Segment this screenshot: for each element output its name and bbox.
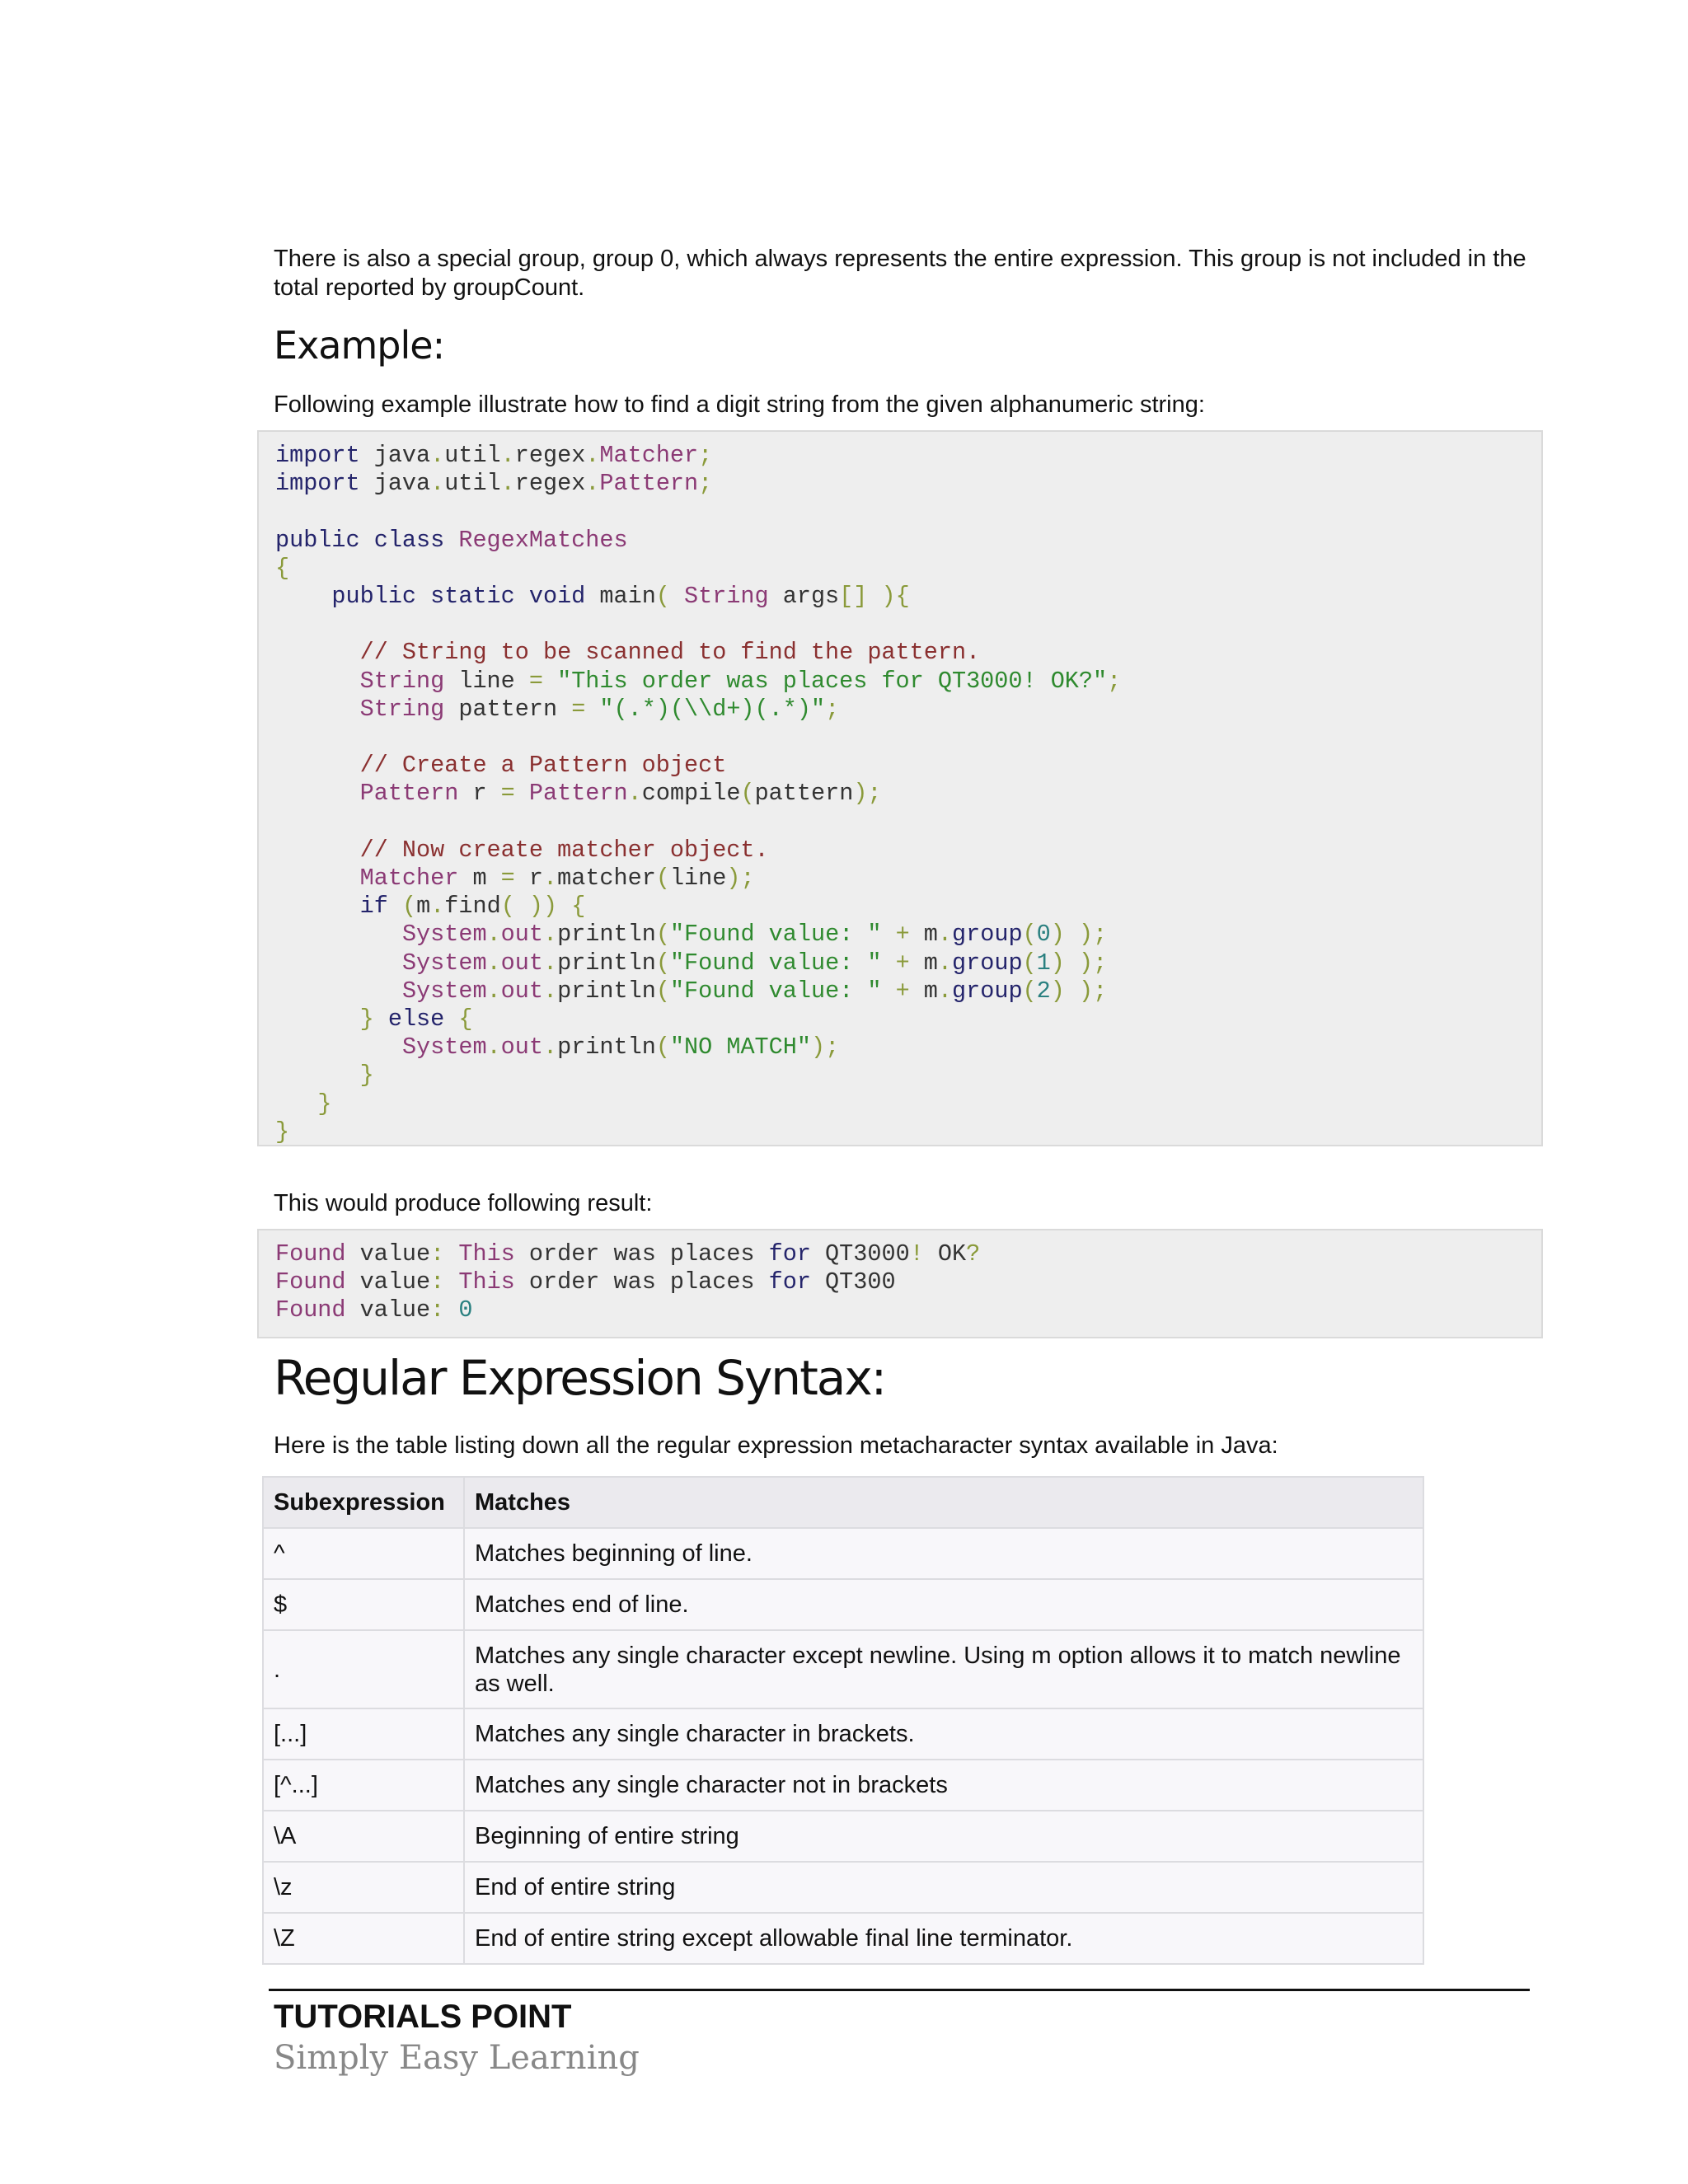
table-row — [263, 1708, 1423, 1760]
code-line: { — [275, 554, 290, 582]
code-line: System.out.println("NO MATCH"); — [401, 1033, 840, 1062]
output-block — [257, 1229, 1543, 1338]
subexpression-cell: . — [263, 1630, 464, 1708]
result-intro: This would produce following result: — [274, 1190, 653, 1216]
code-line: Pattern r = Pattern.compile(pattern); — [359, 780, 882, 808]
subexpression-cell: [^...] — [263, 1760, 464, 1811]
code-line: } else { — [359, 1005, 473, 1033]
matches-cell: Matches any single character except newline. Using m option allows it to match newline as well. — [464, 1630, 1423, 1708]
subexpression-cell: \Z — [263, 1913, 464, 1964]
subexpression-cell: \A — [263, 1811, 464, 1862]
code-line: System.out.println("Found value: " + m.group(0) ); — [401, 921, 1108, 949]
example-heading: Example: — [274, 323, 445, 368]
table-row — [263, 1862, 1423, 1913]
example-code-block — [257, 430, 1543, 1146]
code-line: } — [359, 1062, 374, 1090]
intro-paragraph: There is also a special group, group 0, which always represents the entire expression. This group is not included in the total reported by groupCount. — [274, 246, 1526, 301]
code-line: Matcher m = r.matcher(line); — [359, 865, 755, 893]
matches-cell: Matches end of line. — [464, 1579, 1423, 1630]
syntax-table — [262, 1476, 1424, 1965]
code-line: // Create a Pattern object — [359, 752, 727, 780]
code-line: System.out.println("Found value: " + m.group(1) ); — [401, 949, 1108, 977]
code-line: // String to be scanned to find the pattern. — [359, 639, 981, 667]
column-header-subexpression: Subexpression — [263, 1477, 464, 1528]
code-line: import java.util.regex.Matcher; — [275, 442, 713, 469]
code-line: if (m.find( )) { — [359, 893, 586, 921]
table-row — [263, 1760, 1423, 1811]
code-line: String line = "This order was places for QT3000! OK?"; — [359, 667, 1122, 695]
footer-divider — [269, 1989, 1530, 1991]
table-row — [263, 1579, 1423, 1630]
table-row — [263, 1811, 1423, 1862]
table-row — [263, 1913, 1423, 1964]
code-line: // Now create matcher object. — [359, 836, 769, 864]
matches-cell: End of entire string except allowable final line terminator. — [464, 1913, 1423, 1964]
matches-cell: Matches any single character in brackets. — [464, 1708, 1423, 1760]
code-line: public class RegexMatches — [275, 526, 628, 554]
subexpression-cell: $ — [263, 1579, 464, 1630]
example-code — [259, 432, 1541, 1146]
code-line: public static void main( String args[] ){ — [331, 583, 910, 611]
code-line: System.out.println("Found value: " + m.group(2) ); — [401, 977, 1108, 1005]
subexpression-cell: ^ — [263, 1528, 464, 1579]
syntax-description: Here is the table listing down all the regular expression metacharacter syntax available in Java: — [274, 1432, 1278, 1459]
table-header-row — [263, 1477, 1423, 1528]
output-text: Found value: This order was places for QT3000! OK? Found value: This order was places for QT300 Found value: 0 — [275, 1240, 981, 1324]
table-row — [263, 1630, 1423, 1708]
column-header-matches: Matches — [464, 1477, 1423, 1528]
code-line: String pattern = "(.*)(\\d+)(.*)"; — [359, 695, 840, 723]
table-row — [263, 1528, 1423, 1579]
code-line: } — [317, 1090, 332, 1118]
subexpression-cell: [...] — [263, 1708, 464, 1760]
footer-brand: TUTORIALS POINT — [274, 1999, 572, 2035]
example-description: Following example illustrate how to find a digit string from the given alphanumeric string: — [274, 391, 1205, 418]
syntax-heading: Regular Expression Syntax: — [274, 1350, 886, 1406]
matches-cell: End of entire string — [464, 1862, 1423, 1913]
matches-cell: Matches beginning of line. — [464, 1528, 1423, 1579]
matches-cell: Matches any single character not in brackets — [464, 1760, 1423, 1811]
code-line: import java.util.regex.Pattern; — [275, 470, 713, 498]
code-line: } — [275, 1118, 290, 1146]
footer-tagline: Simply Easy Learning — [274, 2039, 640, 2077]
subexpression-cell: \z — [263, 1862, 464, 1913]
matches-cell: Beginning of entire string — [464, 1811, 1423, 1862]
